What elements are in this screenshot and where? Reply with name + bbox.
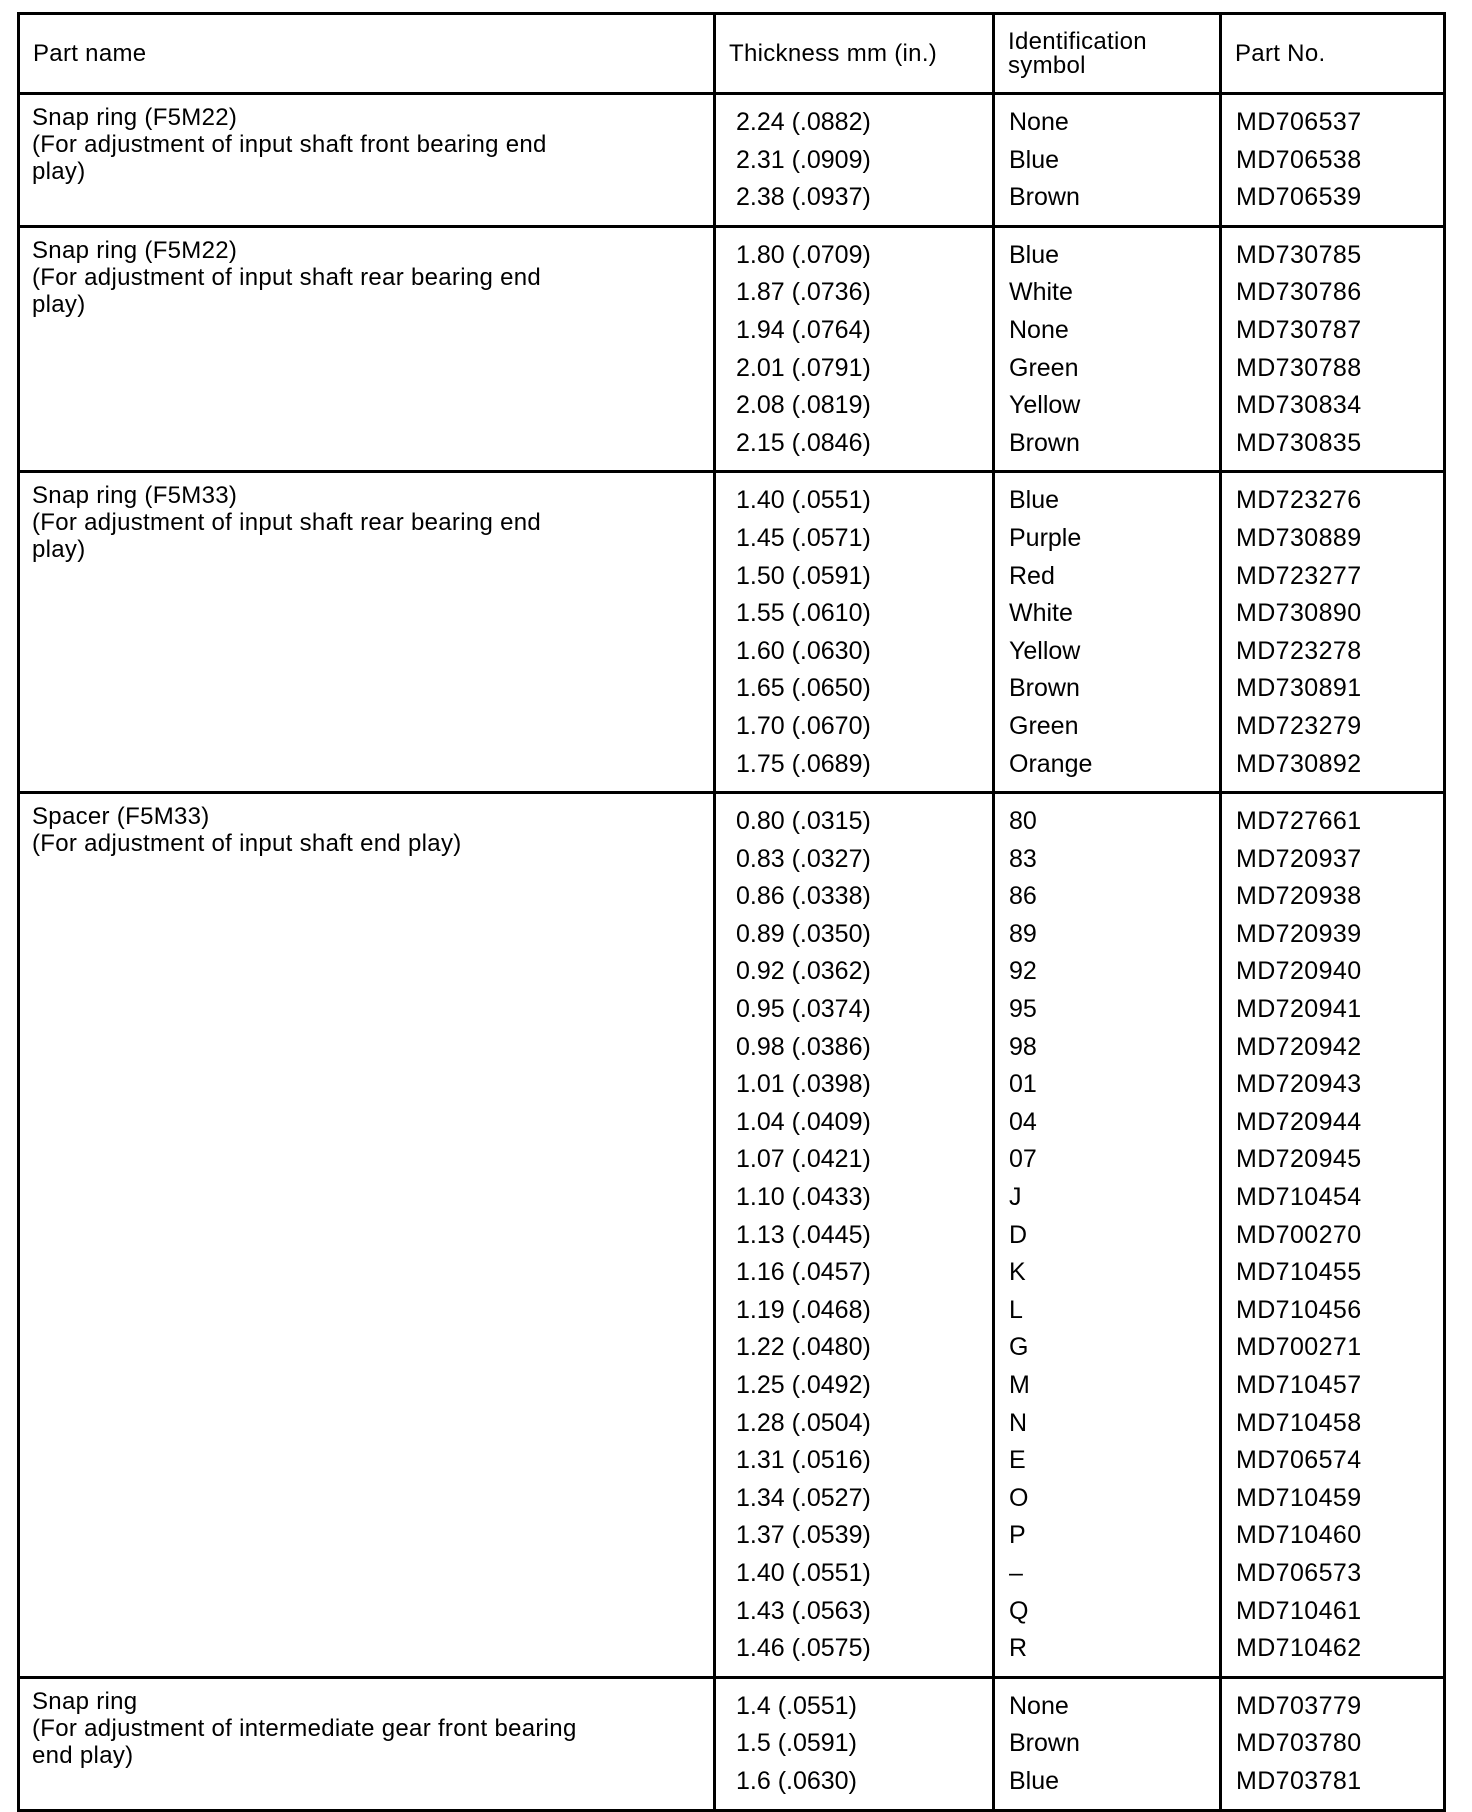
identification-symbol: G <box>1009 1333 1029 1362</box>
thickness-value: 1.94 (.0764) <box>736 315 871 344</box>
thickness-value: 2.08 (.0819) <box>736 391 871 420</box>
thickness-value: 1.40 (.0551) <box>736 486 871 515</box>
identification-symbol: Green <box>1009 353 1079 382</box>
identification-symbol: 07 <box>1009 1145 1037 1174</box>
identification-symbol: R <box>1009 1634 1028 1663</box>
part-number: MD706537 <box>1236 108 1362 136</box>
thickness-value: 1.4 (.0551) <box>736 1691 857 1720</box>
identification-symbol: Orange <box>1009 749 1093 778</box>
thickness-value: 1.65 (.0650) <box>736 674 871 703</box>
part-name: Snap ring <box>32 1687 138 1715</box>
thickness-value: 1.45 (.0571) <box>736 523 871 552</box>
thickness-value: 1.75 (.0689) <box>736 749 871 778</box>
thickness-value: 1.87 (.0736) <box>736 278 871 307</box>
part-name-cell <box>19 793 715 1678</box>
thickness-value: 1.50 (.0591) <box>736 561 871 590</box>
identification-symbol: Blue <box>1009 1766 1060 1795</box>
part-number: MD730889 <box>1236 523 1362 552</box>
part-number: MD723278 <box>1236 636 1362 665</box>
thickness-value: 1.19 (.0468) <box>736 1295 871 1324</box>
identification-symbol: L <box>1009 1295 1023 1324</box>
thickness-value: 1.28 (.0504) <box>736 1408 871 1437</box>
identification-symbol: E <box>1009 1446 1026 1475</box>
header-identification-line2: symbol <box>1008 51 1086 79</box>
part-number: MD723279 <box>1236 711 1362 740</box>
identification-symbol: Blue <box>1009 145 1060 174</box>
part-name-cell <box>19 472 715 793</box>
part-description: (For adjustment of input shaft end play) <box>32 830 462 858</box>
header-part-no: Part No. <box>1221 14 1445 94</box>
thickness-value: 2.38 (.0937) <box>736 183 871 212</box>
part-number: MD730892 <box>1236 749 1362 778</box>
identification-symbol: None <box>1009 315 1069 344</box>
part-number: MD730891 <box>1236 674 1362 703</box>
part-number: MD706539 <box>1236 183 1362 212</box>
part-no-cell <box>1221 1677 1445 1810</box>
part-number: MD730890 <box>1236 599 1362 628</box>
part-number: MD730834 <box>1236 391 1362 420</box>
identification-symbol: 95 <box>1009 995 1037 1024</box>
identification-cell <box>994 1677 1221 1810</box>
thickness-value: 1.6 (.0630) <box>736 1766 857 1795</box>
part-number: MD700270 <box>1236 1220 1362 1249</box>
identification-symbol: Red <box>1009 561 1055 590</box>
part-number: MD720941 <box>1236 995 1362 1024</box>
part-number: MD730835 <box>1236 428 1362 457</box>
identification-symbol: 98 <box>1009 1032 1037 1061</box>
part-name: Snap ring (F5M33) <box>32 482 238 510</box>
part-name: Snap ring (F5M22) <box>32 104 238 131</box>
thickness-value: 2.24 (.0882) <box>736 108 871 136</box>
identification-symbol: D <box>1009 1220 1028 1249</box>
thickness-value: 0.98 (.0386) <box>736 1032 871 1061</box>
part-number: MD710460 <box>1236 1521 1362 1550</box>
part-number: MD703779 <box>1236 1691 1362 1720</box>
part-no-cell <box>1221 94 1445 227</box>
part-number: MD710458 <box>1236 1408 1362 1437</box>
thickness-value: 0.86 (.0338) <box>736 882 871 911</box>
thickness-value: 0.80 (.0315) <box>736 807 871 836</box>
identification-symbol: Blue <box>1009 486 1060 515</box>
thickness-value: 1.40 (.0551) <box>736 1558 871 1587</box>
part-number: MD703781 <box>1236 1766 1362 1795</box>
identification-cell <box>994 226 1221 472</box>
thickness-cell <box>715 793 994 1678</box>
thickness-value: 1.10 (.0433) <box>736 1183 871 1212</box>
part-number: MD710455 <box>1236 1258 1362 1287</box>
thickness-value: 1.5 (.0591) <box>736 1729 857 1758</box>
thickness-value: 1.01 (.0398) <box>736 1070 871 1099</box>
header-part-name: Part name <box>19 14 715 94</box>
part-number: MD710461 <box>1236 1596 1362 1625</box>
thickness-value: 1.16 (.0457) <box>736 1258 871 1287</box>
identification-symbol: 92 <box>1009 957 1037 986</box>
part-number: MD706573 <box>1236 1558 1362 1587</box>
thickness-value: 1.13 (.0445) <box>736 1220 871 1249</box>
part-number: MD710456 <box>1236 1295 1362 1324</box>
thickness-value: 2.31 (.0909) <box>736 145 871 174</box>
part-group-row <box>19 472 1445 793</box>
thickness-cell <box>715 226 994 472</box>
identification-symbol: Q <box>1009 1596 1029 1625</box>
identification-symbol: None <box>1009 1691 1069 1720</box>
part-number: MD700271 <box>1236 1333 1362 1362</box>
thickness-cell <box>715 472 994 793</box>
identification-cell <box>994 94 1221 227</box>
part-number: MD730787 <box>1236 315 1362 344</box>
thickness-cell <box>715 94 994 227</box>
thickness-value: 2.01 (.0791) <box>736 353 871 382</box>
part-number: MD720943 <box>1236 1070 1362 1099</box>
part-number: MD710462 <box>1236 1634 1362 1663</box>
part-description: (For adjustment of input shaft rear bearing end play) <box>32 263 542 318</box>
thickness-value: 1.04 (.0409) <box>736 1107 871 1136</box>
identification-symbol: J <box>1009 1183 1022 1212</box>
table-body <box>19 94 1445 1811</box>
part-number: MD720945 <box>1236 1145 1362 1174</box>
part-number: MD720938 <box>1236 882 1362 911</box>
thickness-value: 2.15 (.0846) <box>736 428 871 457</box>
identification-symbol: 80 <box>1009 807 1037 836</box>
thickness-value: 1.46 (.0575) <box>736 1634 871 1663</box>
thickness-value: 0.83 (.0327) <box>736 844 871 873</box>
identification-symbol: O <box>1009 1483 1029 1512</box>
thickness-value: 1.70 (.0670) <box>736 711 871 740</box>
part-name: Spacer (F5M33) <box>32 803 210 831</box>
identification-symbol: M <box>1009 1371 1030 1399</box>
identification-symbol: P <box>1009 1521 1026 1550</box>
identification-cell <box>994 472 1221 793</box>
thickness-value: 1.43 (.0563) <box>736 1596 871 1625</box>
thickness-cell <box>715 1677 994 1810</box>
thickness-value: 0.95 (.0374) <box>736 995 871 1024</box>
identification-symbol: 89 <box>1009 919 1037 948</box>
part-number: MD730785 <box>1236 240 1362 269</box>
identification-cell <box>994 793 1221 1678</box>
part-group-row <box>19 226 1445 472</box>
part-name-cell <box>19 94 715 227</box>
identification-symbol: 86 <box>1009 882 1037 911</box>
part-number: MD720937 <box>1236 844 1362 873</box>
thickness-value: 1.31 (.0516) <box>736 1446 871 1475</box>
part-number: MD710457 <box>1236 1371 1362 1399</box>
part-description: (For adjustment of input shaft front bearing end play) <box>32 131 547 185</box>
part-number: MD730788 <box>1236 353 1362 382</box>
thickness-value: 1.37 (.0539) <box>736 1521 871 1550</box>
thickness-value: 0.89 (.0350) <box>736 919 871 948</box>
header-identification-line1: Identification <box>1008 27 1147 55</box>
thickness-value: 0.92 (.0362) <box>736 957 871 986</box>
identification-symbol: Brown <box>1009 1729 1080 1758</box>
thickness-value: 1.80 (.0709) <box>736 240 871 269</box>
part-number: MD710459 <box>1236 1483 1362 1512</box>
part-name: Snap ring (F5M22) <box>32 236 238 264</box>
header-row <box>19 14 1445 94</box>
identification-symbol: Brown <box>1009 674 1080 703</box>
thickness-value: 1.07 (.0421) <box>736 1145 871 1174</box>
part-group-row <box>19 94 1445 227</box>
identification-symbol: 83 <box>1009 844 1037 873</box>
identification-symbol: Yellow <box>1009 391 1081 420</box>
identification-symbol: None <box>1009 108 1069 136</box>
part-number: MD720944 <box>1236 1107 1362 1136</box>
identification-symbol: White <box>1009 599 1073 628</box>
part-no-cell <box>1221 226 1445 472</box>
identification-symbol: Green <box>1009 711 1079 740</box>
identification-symbol: Purple <box>1009 523 1082 552</box>
part-number: MD706574 <box>1236 1446 1362 1475</box>
part-group-row <box>19 793 1445 1678</box>
identification-symbol: 01 <box>1009 1070 1037 1099</box>
identification-symbol: Yellow <box>1009 636 1081 665</box>
thickness-value: 1.55 (.0610) <box>736 599 871 628</box>
part-number: MD703780 <box>1236 1729 1362 1758</box>
part-number: MD730786 <box>1236 278 1362 307</box>
identification-symbol: White <box>1009 278 1073 307</box>
part-number: MD706538 <box>1236 145 1362 174</box>
parts-table <box>17 12 1446 1812</box>
part-number: MD720942 <box>1236 1032 1362 1061</box>
header-identification-symbol <box>994 14 1221 94</box>
thickness-value: 1.22 (.0480) <box>736 1333 871 1362</box>
thickness-value: 1.25 (.0492) <box>736 1371 871 1399</box>
part-number: MD723276 <box>1236 486 1362 515</box>
part-number: MD720940 <box>1236 957 1362 986</box>
part-no-cell <box>1221 472 1445 793</box>
identification-symbol: Blue <box>1009 240 1060 269</box>
header-thickness: Thickness mm (in.) <box>715 14 994 94</box>
part-description: (For adjustment of input shaft rear bearing end play) <box>32 509 542 564</box>
thickness-value: 1.34 (.0527) <box>736 1483 871 1512</box>
part-name-cell <box>19 1677 715 1810</box>
part-description: (For adjustment of intermediate gear front bearing end play) <box>32 1714 577 1769</box>
identification-symbol: 04 <box>1009 1107 1037 1136</box>
part-no-cell <box>1221 793 1445 1678</box>
identification-symbol: Brown <box>1009 183 1080 212</box>
part-number: MD710454 <box>1236 1183 1362 1212</box>
part-name-cell <box>19 226 715 472</box>
part-number: MD727661 <box>1236 807 1362 836</box>
part-number: MD723277 <box>1236 561 1362 590</box>
part-number: MD720939 <box>1236 919 1362 948</box>
identification-symbol: Brown <box>1009 428 1080 457</box>
part-group-row <box>19 1677 1445 1810</box>
thickness-value: 1.60 (.0630) <box>736 636 871 665</box>
identification-symbol: – <box>1009 1558 1023 1587</box>
identification-symbol: K <box>1009 1258 1026 1287</box>
identification-symbol: N <box>1009 1408 1028 1437</box>
